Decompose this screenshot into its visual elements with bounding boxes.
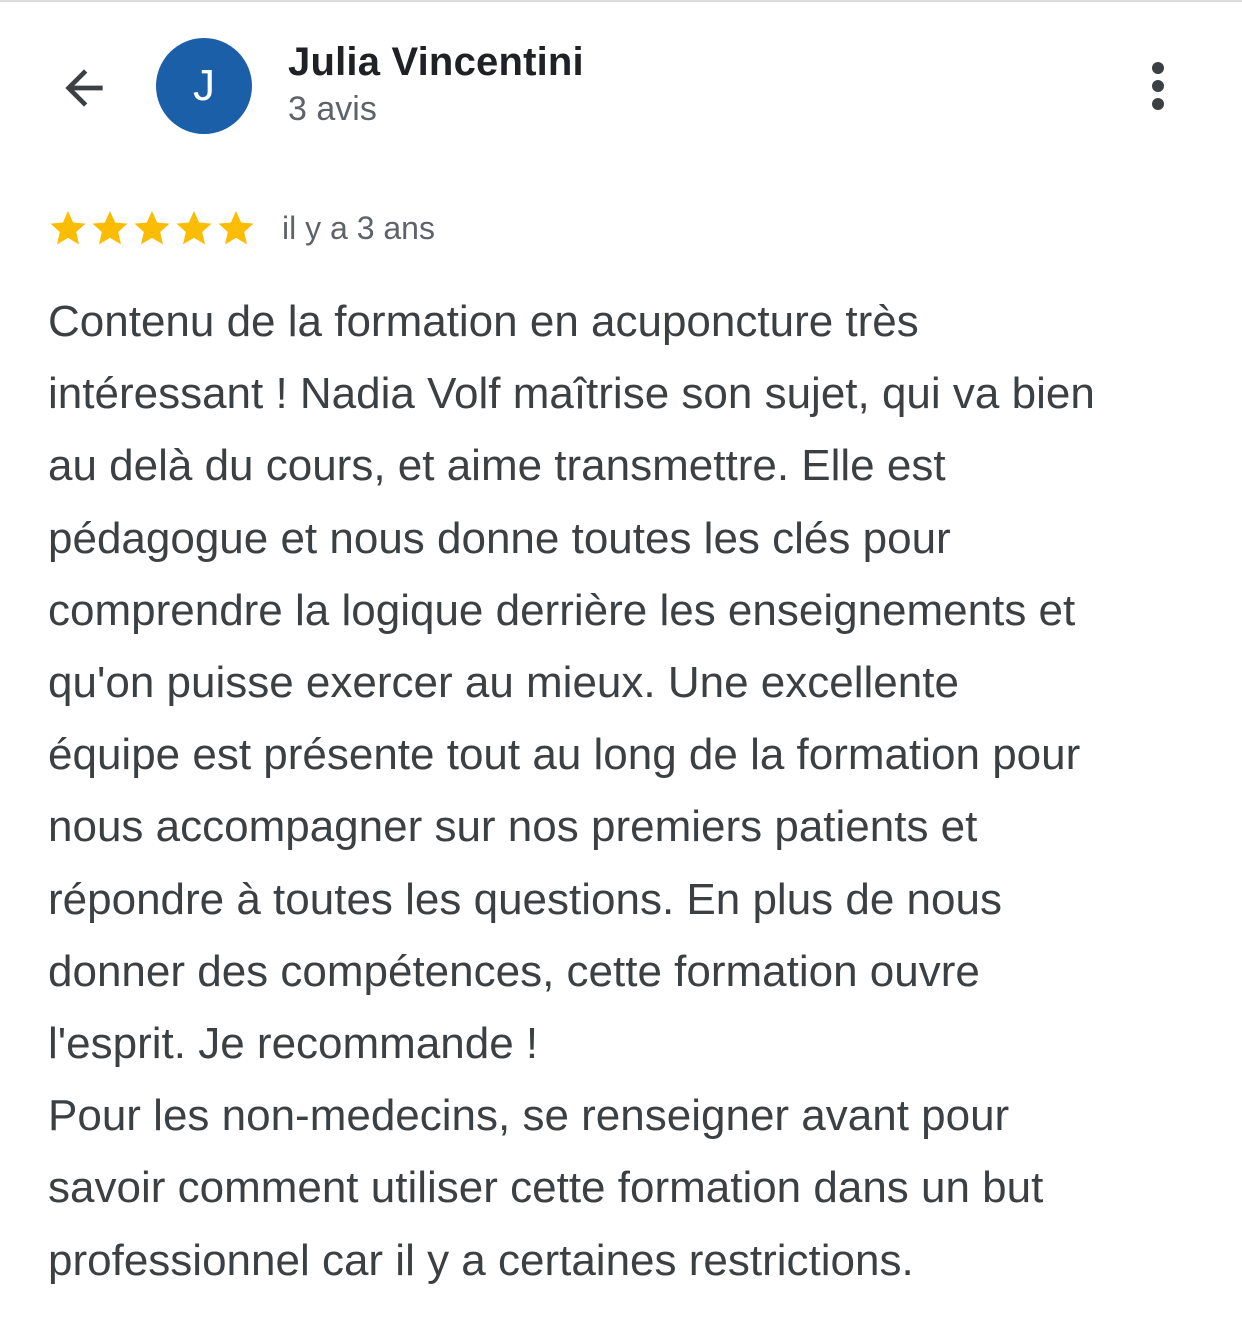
review-text-line: professionnel car il y a certaines restrictions. (48, 1235, 914, 1285)
rating-row (48, 202, 435, 254)
more-options-button[interactable] (1128, 52, 1188, 120)
review-text-line: l'esprit. Je recommande ! (48, 1019, 539, 1069)
avatar[interactable] (156, 38, 252, 134)
reviewer-review-count: 3 avis (288, 90, 377, 128)
more-vertical-icon (1146, 58, 1170, 114)
star-rating (48, 208, 258, 248)
back-button[interactable] (48, 52, 120, 124)
avatar-letter: J (193, 61, 215, 110)
review-text-line: au delà du cours, et aime transmettre. Elle est (48, 441, 946, 491)
reviewer-name[interactable]: Julia Vincentini (288, 40, 584, 84)
review-text-line: intéressant ! Nadia Volf maîtrise son sujet, qui va bien (48, 369, 1095, 419)
review-text-line: répondre à toutes les questions. En plus de nous (48, 874, 1002, 924)
review-text-line: Contenu de la formation en acuponcture très (48, 297, 919, 346)
review-text-line: pédagogue et nous donne toutes les clés pour (48, 513, 951, 563)
star-icon (48, 208, 88, 248)
star-icon (132, 208, 172, 248)
review-text-line: donner des compétences, cette formation ouvre (48, 946, 980, 996)
review-text-line: savoir comment utiliser cette formation dans un but (48, 1163, 1044, 1213)
review-date: il y a 3 ans (282, 209, 435, 246)
star-icon (174, 208, 214, 248)
arrow-left-icon (56, 60, 112, 116)
review-text-line: équipe est présente tout au long de la formation pour (48, 730, 1081, 780)
reviewer-header (0, 2, 1242, 152)
review-text (48, 286, 1208, 1297)
star-icon (90, 208, 130, 248)
review-text-line: Pour les non-medecins, se renseigner avant pour (48, 1091, 1010, 1141)
review-text-line: comprendre la logique derrière les enseignements et (48, 585, 1076, 635)
review-text-line: nous accompagner sur nos premiers patients et (48, 802, 978, 852)
review-text-line: qu'on puisse exercer au mieux. Une excellente (48, 658, 959, 708)
star-icon (216, 208, 256, 248)
